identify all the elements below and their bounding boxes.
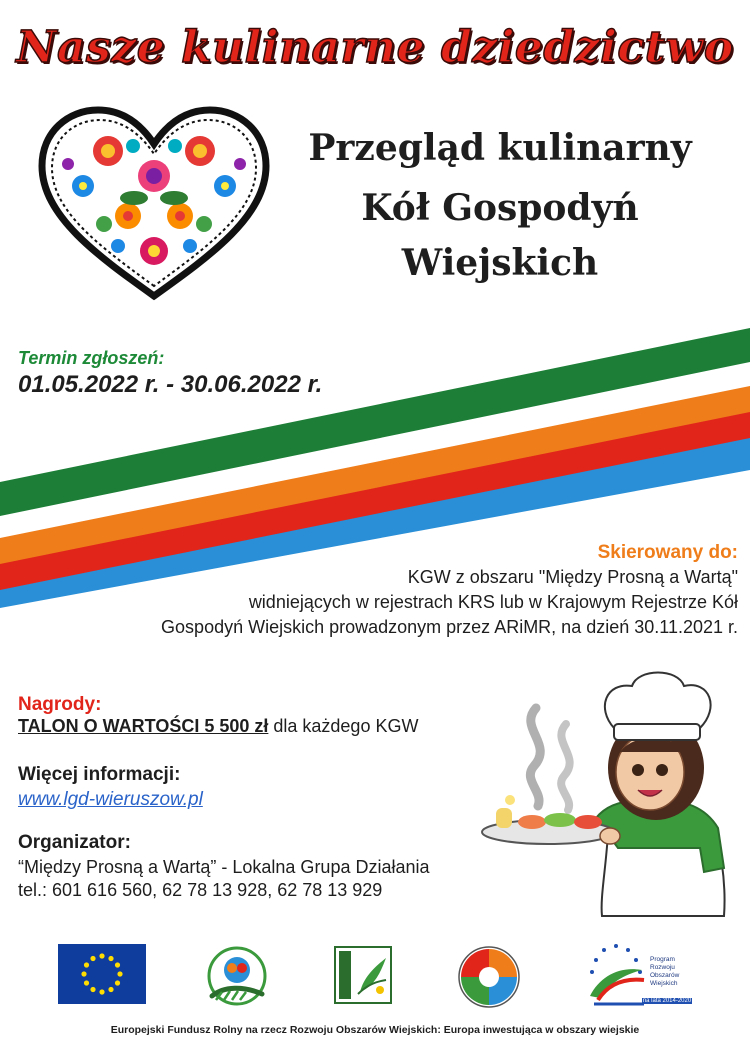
prize-amount: TALON O WARTOŚCI 5 500 zł <box>18 716 269 736</box>
prizes-label: Nagrody: <box>18 694 102 715</box>
target-line-3: Gospodyń Wiejskich prowadzonym przez ARiMR, na dzień 30.11.2021 r. <box>161 617 738 637</box>
target-label: Skierowany do: <box>597 542 738 563</box>
lgd-fern-logo-icon <box>204 946 270 1010</box>
organizer-name: “Między Prosną a Wartą” - Lokalna Grupa Działania <box>18 857 430 877</box>
prow-logo <box>580 940 692 1010</box>
prizes-text <box>18 716 418 737</box>
footer-text: Europejski Fundusz Rolny na rzecz Rozwoju Obszarów Wiejskich: Europa inwestująca w obszary wiejskie <box>110 1024 640 1036</box>
target-line-1: KGW z obszaru "Między Prosną a Wartą" <box>407 567 738 587</box>
website-link[interactable]: www.lgd-wieruszow.pl <box>18 789 203 810</box>
more-info-label: Więcej informacji: <box>18 764 181 785</box>
prow-text-4: Wiejskich <box>650 980 678 987</box>
chef-woman-icon <box>478 668 738 918</box>
organizer-phones: tel.: 601 616 560, 62 78 13 928, 62 78 13 929 <box>18 880 383 900</box>
deadline-value: 01.05.2022 r. - 30.06.2022 r. <box>18 371 323 398</box>
target-line-2: widniejących w rejestrach KRS lub w Krajowym Rejestrze Kół <box>248 592 738 612</box>
prow-text-2: Rozwoju <box>650 964 675 971</box>
deadline-label: Termin zgłoszeń: <box>18 348 165 368</box>
folk-heart-icon <box>38 106 270 302</box>
prow-text-1: Program <box>650 956 675 963</box>
miedzy-prosna-a-warta-logo-icon <box>454 944 524 1010</box>
subtitle-line-3: Wiejskich <box>401 242 599 284</box>
prow-text-3: Obszarów <box>650 972 680 979</box>
subtitle-line-2: Kół Gospodyń <box>361 187 639 229</box>
leader-logo-icon <box>334 946 392 1004</box>
prow-years: na lata 2014-2020 <box>642 998 692 1004</box>
eu-flag-icon <box>58 944 146 1004</box>
poster-title: Nasze kulinarne dziedzictwo <box>16 22 734 73</box>
prize-recipient: dla każdego KGW <box>268 716 419 736</box>
subtitle-line-1: Przegląd kulinarny <box>308 127 692 169</box>
organizer-label: Organizator: <box>18 832 131 853</box>
